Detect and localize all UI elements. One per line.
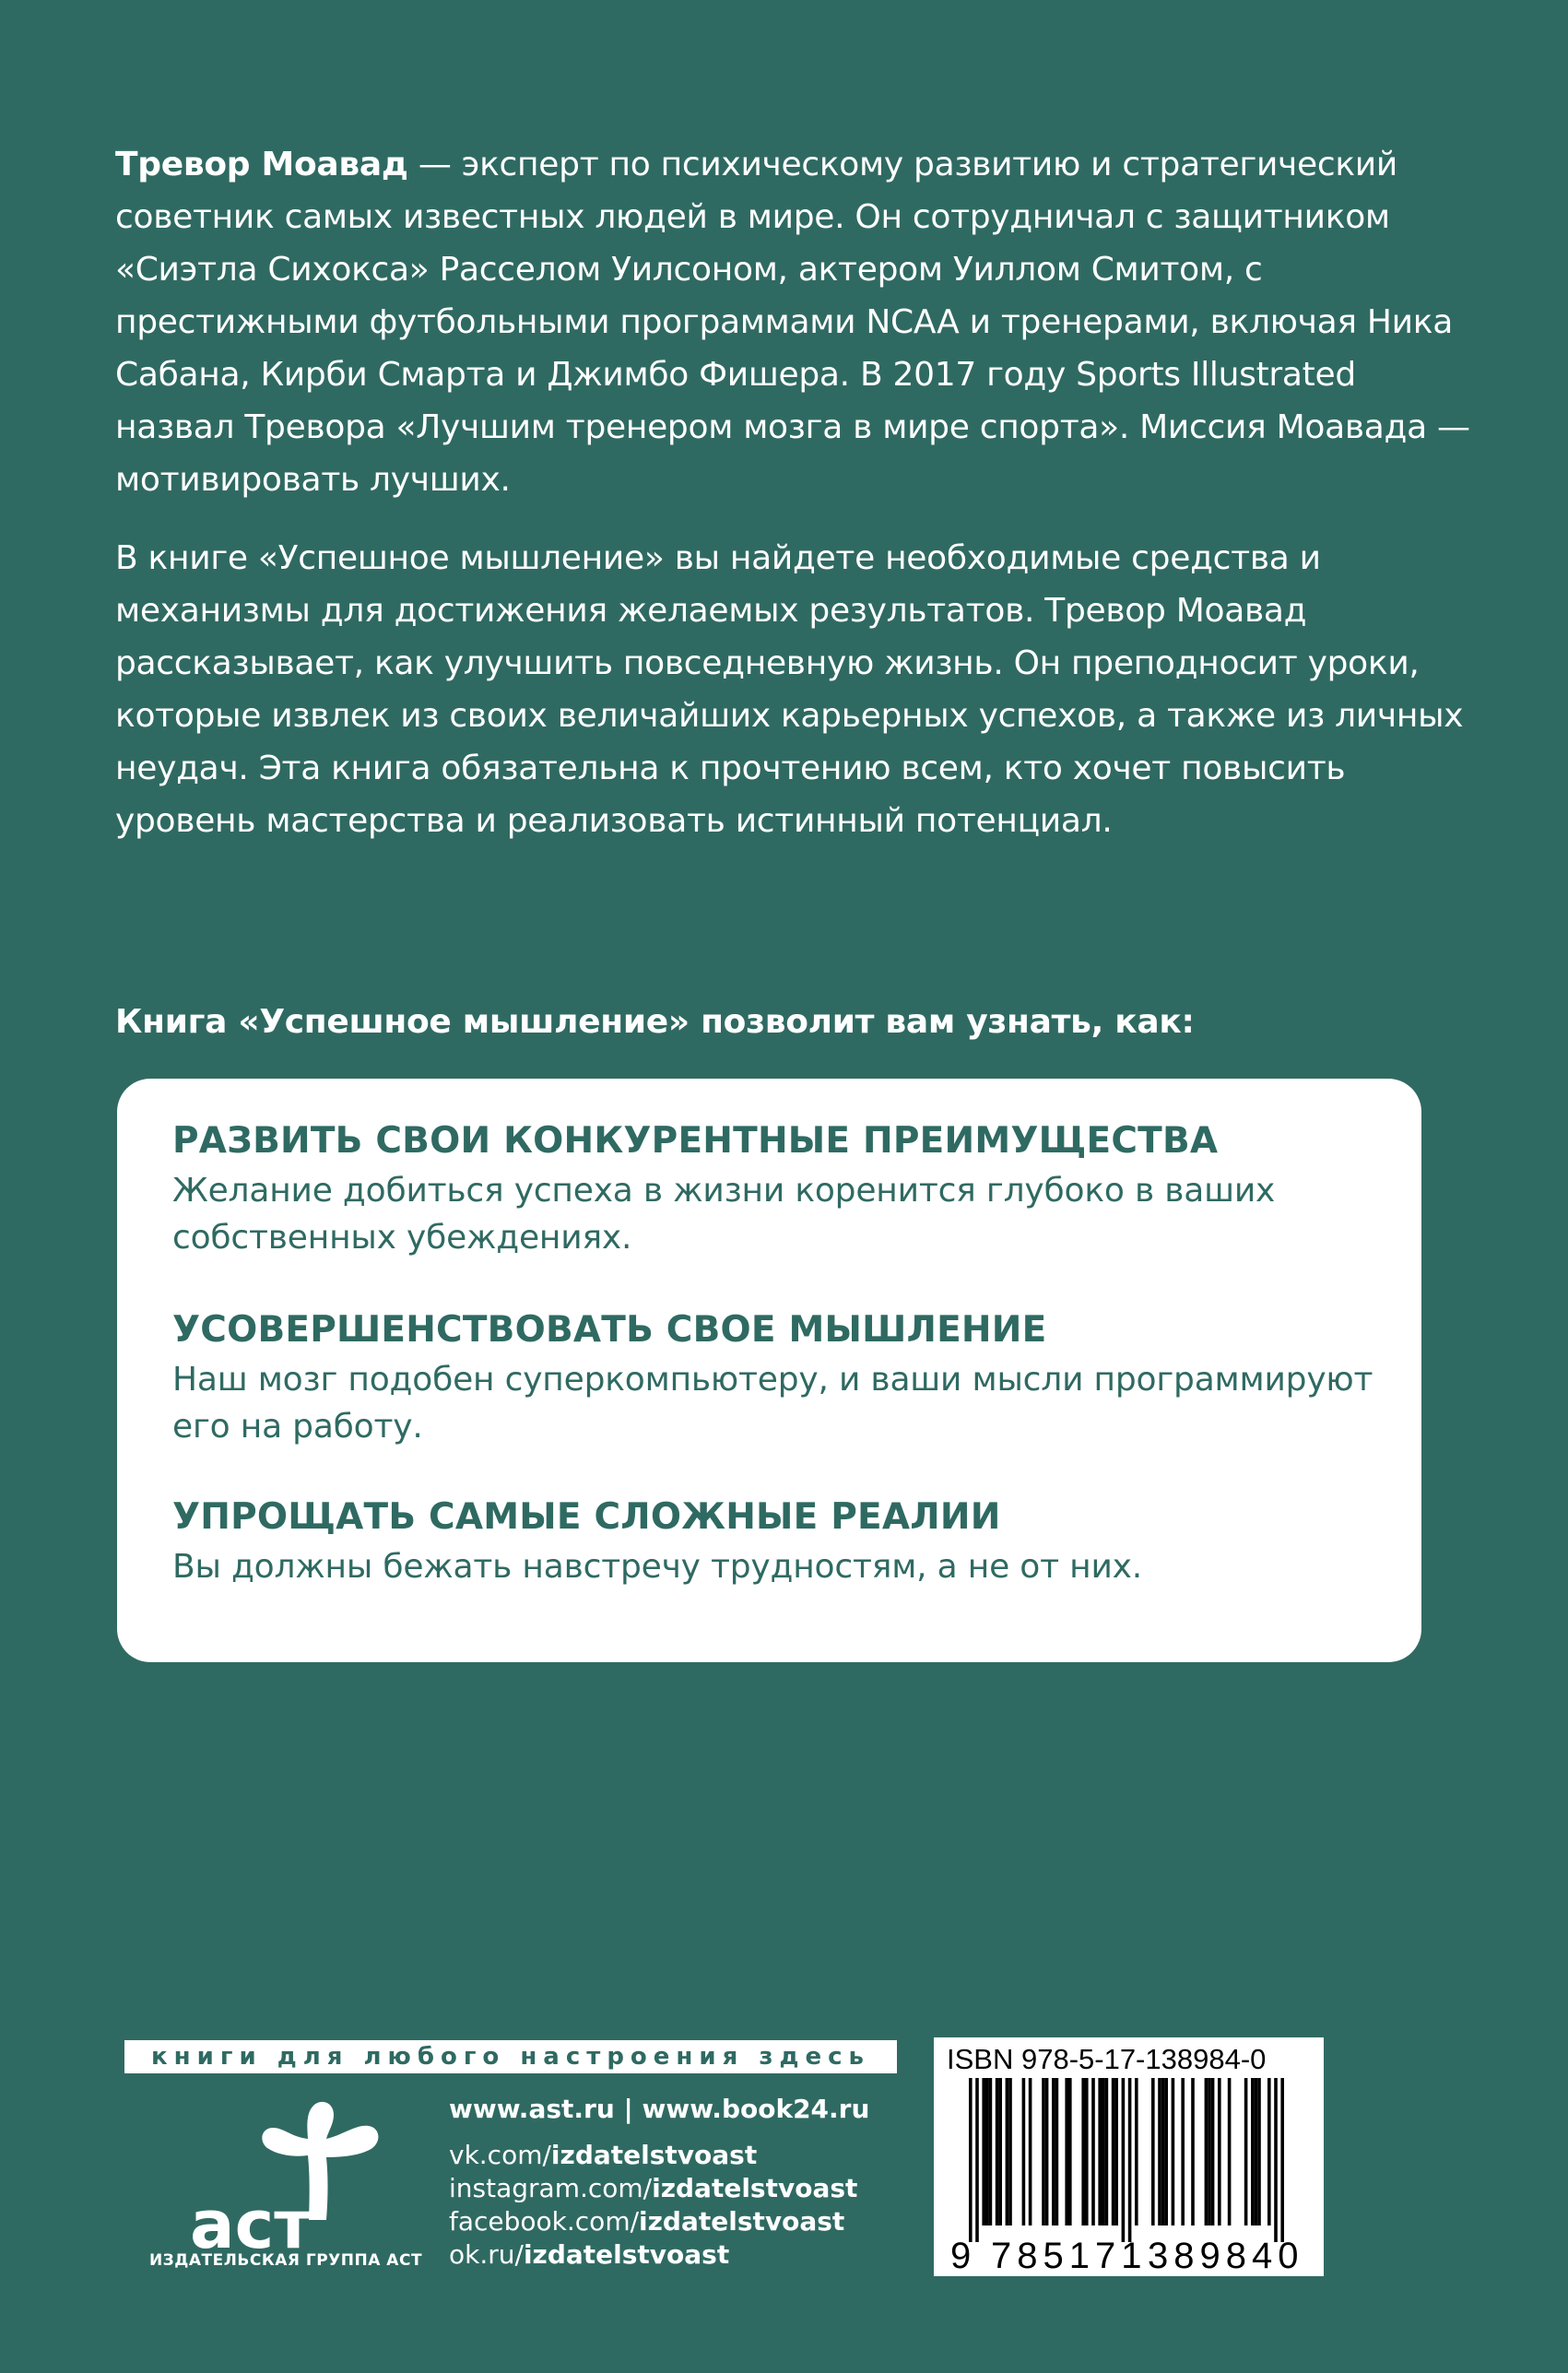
publisher-links — [449, 2093, 928, 2272]
barcode-bar — [1255, 2078, 1258, 2225]
social-link-handle: izdatelstvoast — [639, 2206, 845, 2237]
barcode-bar — [1267, 2078, 1271, 2225]
barcode-bar — [1161, 2078, 1165, 2225]
barcode-bar — [1006, 2078, 1009, 2225]
barcode-bar — [1102, 2078, 1105, 2225]
barcode-bar — [969, 2078, 973, 2242]
barcode-digit-first: 9 — [950, 2236, 972, 2276]
barcode-bar — [1098, 2078, 1102, 2225]
author-name: Тревор Моавад — [115, 146, 408, 183]
barcode-bar — [1208, 2078, 1211, 2225]
barcode-bar — [1029, 2078, 1032, 2225]
social-link-vk[interactable] — [449, 2139, 928, 2172]
barcode-bar — [1191, 2078, 1195, 2225]
barcode-bar — [1257, 2078, 1261, 2225]
feature-text: Вы должны бежать навстречу трудностям, а не от них. — [172, 1548, 1142, 1586]
feature-title: РАЗВИТЬ СВОИ КОНКУРЕНТНЫЕ ПРЕИМУЩЕСТВА — [172, 1120, 1219, 1162]
barcode-digits-right: 389840 — [1148, 2236, 1304, 2276]
ast-logo-icon — [138, 2091, 433, 2275]
social-link-instagram[interactable] — [449, 2172, 928, 2205]
publisher-tagline: книги для любого настроения здесь — [124, 2040, 897, 2073]
website-links[interactable]: www.ast.ru | www.book24.ru — [449, 2094, 870, 2124]
barcode-bar — [1218, 2078, 1221, 2225]
social-link-ok[interactable] — [449, 2238, 928, 2272]
barcode-bar — [1081, 2078, 1085, 2225]
isbn-block — [934, 2037, 1324, 2276]
barcode-bar — [1045, 2078, 1049, 2225]
social-link-prefix: ok.ru/ — [449, 2239, 524, 2270]
feature-title: УСОВЕРШЕНСТВОВАТЬ СВОЕ МЫШЛЕНИЕ — [172, 1309, 1047, 1351]
barcode-bar — [1172, 2078, 1175, 2225]
author-bio — [115, 138, 1480, 873]
barcode-bar — [1022, 2078, 1026, 2225]
barcode-bar — [1211, 2078, 1215, 2225]
barcode-bar — [1065, 2078, 1068, 2225]
social-link-prefix: facebook.com/ — [449, 2206, 640, 2237]
barcode-bar — [1068, 2078, 1072, 2225]
barcode-bar — [1181, 2078, 1185, 2225]
social-link-handle: izdatelstvoast — [652, 2173, 858, 2203]
barcode-bar — [1205, 2078, 1208, 2225]
feature-item — [172, 1305, 1398, 1450]
barcode-bar — [1135, 2078, 1138, 2225]
barcode-bar — [1112, 2078, 1115, 2225]
barcode-icon — [934, 2078, 1324, 2276]
barcode-bar — [1274, 2078, 1278, 2242]
barcode-bars — [969, 2078, 1284, 2242]
feature-text: Наш мозг подобен суперкомпьютеру, и ваши мысли программируют его на работу. — [172, 1361, 1373, 1446]
barcode-bar — [975, 2078, 979, 2242]
barcode-bar — [1105, 2078, 1109, 2225]
publisher-name: ИЗДАТЕЛЬСКАЯ ГРУППА АСТ — [148, 2251, 423, 2270]
barcode-digits-left: 785171 — [991, 2236, 1148, 2276]
bio-paragraph-1 — [115, 138, 1480, 506]
social-link-handle: izdatelstvoast — [523, 2239, 730, 2270]
logo-text: аст — [190, 2186, 312, 2263]
barcode-bar — [985, 2078, 989, 2225]
barcode-bar — [1091, 2078, 1095, 2225]
barcode-bar — [1042, 2078, 1045, 2225]
barcode-bar — [1228, 2078, 1232, 2225]
features-card — [117, 1079, 1421, 1662]
social-link-facebook[interactable] — [449, 2205, 928, 2238]
barcode-bar — [1158, 2078, 1161, 2225]
barcode-bar — [1251, 2078, 1255, 2225]
barcode-bar — [1085, 2078, 1089, 2225]
feature-title: УПРОЩАТЬ САМЫЕ СЛОЖНЫЕ РЕАЛИИ — [172, 1496, 1001, 1538]
barcode-bar — [998, 2078, 1002, 2225]
barcode-bar — [1280, 2078, 1284, 2242]
barcode-bar — [1244, 2078, 1248, 2225]
barcode-bar — [1122, 2078, 1126, 2242]
barcode-bar — [1055, 2078, 1059, 2225]
barcode-bar — [989, 2078, 993, 2225]
barcode-bar — [1114, 2078, 1118, 2225]
bio-paragraph-2: В книге «Успешное мышление» вы найдете необходимые средства и механизмы для достижения желаемых результатов. Тревор Моавад рассказывает, как улучшить повседневную жизнь. Он преподносит уроки, которые извлек из своих величайших карьерных успехов, а также из личных неудач. Эта книга обязательна к прочтению всем, кто хочет повысить уровень мастерства и реализовать истинный потенциал. — [115, 539, 1464, 840]
barcode-bar — [1008, 2078, 1012, 2225]
isbn-label: ISBN 978-5-17-138984-0 — [947, 2043, 1267, 2075]
social-link-prefix: vk.com/ — [449, 2140, 551, 2170]
barcode-bar — [996, 2078, 999, 2225]
feature-text: Желание добиться успеха в жизни коренится глубоко в ваших собственных убеждениях. — [172, 1172, 1276, 1257]
feature-item — [172, 1492, 1398, 1590]
barcode-bar — [1052, 2078, 1055, 2225]
feature-item — [172, 1116, 1398, 1261]
barcode-bar — [982, 2078, 985, 2225]
barcode-bar — [1128, 2078, 1132, 2242]
bio-paragraph-1-text: — эксперт по психическому развитию и стратегический советник самых известных людей в мире. Он сотрудничал с защитником «Сиэтла Сихокса» Расселом Уилсоном, актером Уиллом Смитом, с престижными футбольными программами NCAA и тренерами, включая Ника Сабана, Кирби Смарта и Джимбо Фишера. В 2017 году Sports Illustrated назвал Тревора «Лучшим тренером мозга в мире спорта». Миссия Моавада — мотивировать лучших. — [115, 146, 1470, 499]
learn-heading: Книга «Успешное мышление» позволит вам узнать, как: — [115, 1003, 1195, 1041]
social-link-prefix: instagram.com/ — [449, 2173, 653, 2203]
barcode-bar — [1164, 2078, 1168, 2225]
social-link-handle: izdatelstvoast — [550, 2140, 758, 2170]
barcode-bar — [1151, 2078, 1155, 2225]
